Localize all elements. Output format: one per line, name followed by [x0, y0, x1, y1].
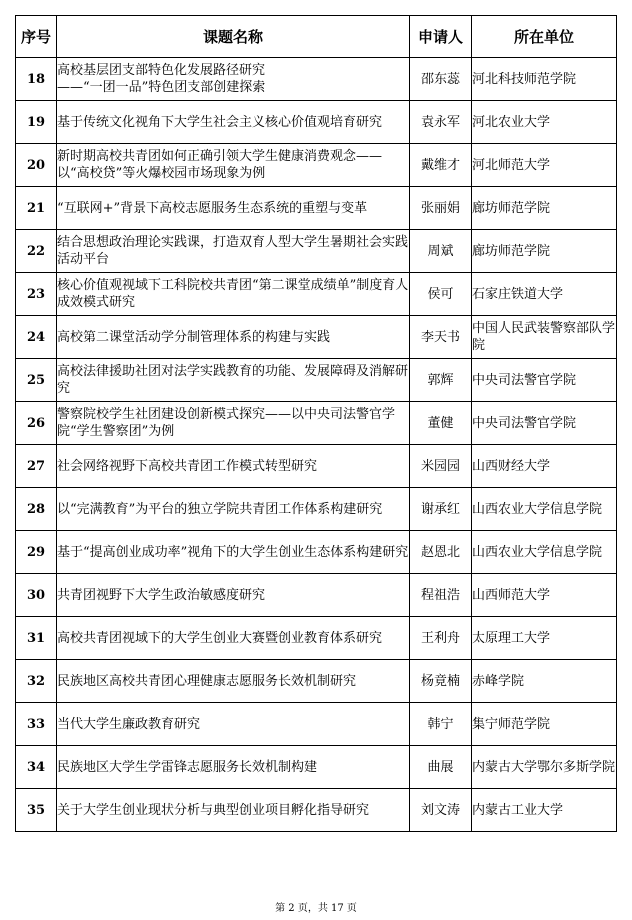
- table-row: [16, 660, 617, 703]
- applicant-name: 杨竟楠: [410, 660, 472, 703]
- row-number: 25: [16, 359, 57, 402]
- table-row: [16, 531, 617, 574]
- unit-name: 集宁师范学院: [472, 703, 617, 746]
- table-row: [16, 445, 617, 488]
- table-row: [16, 230, 617, 273]
- row-number: 19: [16, 101, 57, 144]
- applicant-name: 周斌: [410, 230, 472, 273]
- applicant-name: 刘文涛: [410, 789, 472, 832]
- project-title: 警察院校学生社团建设创新模式探究——以中央司法警官学院“学生警察团”为例: [57, 402, 410, 445]
- unit-name: 河北科技师范学院: [472, 58, 617, 101]
- table-row: [16, 789, 617, 832]
- header-applicant: 申请人: [410, 16, 472, 58]
- applicant-name: 曲展: [410, 746, 472, 789]
- project-title: 高校第二课堂活动学分制管理体系的构建与实践: [57, 316, 410, 359]
- project-title: 以“完满教育”为平台的独立学院共青团工作体系构建研究: [57, 488, 410, 531]
- table-row: [16, 101, 617, 144]
- unit-name: 赤峰学院: [472, 660, 617, 703]
- table-header-row: [16, 16, 617, 58]
- project-title: 新时期高校共青团如何正确引领大学生健康消费观念——以“高校贷”等火爆校园市场现象为例: [57, 144, 410, 187]
- unit-name: 河北农业大学: [472, 101, 617, 144]
- applicant-name: 张丽娟: [410, 187, 472, 230]
- unit-name: 廊坊师范学院: [472, 230, 617, 273]
- table-row: [16, 402, 617, 445]
- row-number: 29: [16, 531, 57, 574]
- page-footer: 第 2 页，共 17 页: [275, 903, 357, 914]
- table-body: [16, 58, 617, 832]
- row-number: 24: [16, 316, 57, 359]
- unit-name: 廊坊师范学院: [472, 187, 617, 230]
- table-row: [16, 488, 617, 531]
- applicant-name: 谢承红: [410, 488, 472, 531]
- row-number: 31: [16, 617, 57, 660]
- row-number: 23: [16, 273, 57, 316]
- table-row: [16, 746, 617, 789]
- project-title: 基于“提高创业成功率”视角下的大学生创业生态体系构建研究: [57, 531, 410, 574]
- project-title: 核心价值观视域下工科院校共青团“第二课堂成绩单”制度育人成效模式研究: [57, 273, 410, 316]
- applicant-name: 程祖浩: [410, 574, 472, 617]
- table-row: [16, 617, 617, 660]
- unit-name: 山西农业大学信息学院: [472, 488, 617, 531]
- applicant-name: 董健: [410, 402, 472, 445]
- applicant-name: 袁永军: [410, 101, 472, 144]
- row-number: 21: [16, 187, 57, 230]
- unit-name: 石家庄铁道大学: [472, 273, 617, 316]
- project-title: 高校基层团支部特色化发展路径研究 ——“一团一品”特色团支部创建探索: [57, 58, 410, 101]
- row-number: 28: [16, 488, 57, 531]
- project-title: 基于传统文化视角下大学生社会主义核心价值观培育研究: [57, 101, 410, 144]
- table-row: [16, 574, 617, 617]
- applicant-name: 郭辉: [410, 359, 472, 402]
- table-row: [16, 58, 617, 101]
- row-number: 27: [16, 445, 57, 488]
- project-title: 当代大学生廉政教育研究: [57, 703, 410, 746]
- unit-name: 太原理工大学: [472, 617, 617, 660]
- project-title: 共青团视野下大学生政治敏感度研究: [57, 574, 410, 617]
- project-title: 社会网络视野下高校共青团工作模式转型研究: [57, 445, 410, 488]
- row-number: 26: [16, 402, 57, 445]
- row-number: 18: [16, 58, 57, 101]
- table-row: [16, 273, 617, 316]
- table-row: [16, 187, 617, 230]
- project-title: 高校共青团视域下的大学生创业大赛暨创业教育体系研究: [57, 617, 410, 660]
- row-number: 33: [16, 703, 57, 746]
- applicant-name: 米园园: [410, 445, 472, 488]
- project-title: 民族地区大学生学雷锋志愿服务长效机制构建: [57, 746, 410, 789]
- project-title: 高校法律援助社团对法学实践教育的功能、发展障碍及消解研究: [57, 359, 410, 402]
- row-number: 35: [16, 789, 57, 832]
- project-title: 结合思想政治理论实践课，打造双育人型大学生暑期社会实践活动平台: [57, 230, 410, 273]
- row-number: 30: [16, 574, 57, 617]
- table-row: [16, 144, 617, 187]
- unit-name: 山西农业大学信息学院: [472, 531, 617, 574]
- row-number: 34: [16, 746, 57, 789]
- project-table: [15, 15, 617, 832]
- unit-name: 中央司法警官学院: [472, 359, 617, 402]
- project-title: “互联网+”背景下高校志愿服务生态系统的重塑与变革: [57, 187, 410, 230]
- unit-name: 内蒙古工业大学: [472, 789, 617, 832]
- project-title: 关于大学生创业现状分析与典型创业项目孵化指导研究: [57, 789, 410, 832]
- unit-name: 中国人民武装警察部队学院: [472, 316, 617, 359]
- unit-name: 山西财经大学: [472, 445, 617, 488]
- applicant-name: 邵东蕊: [410, 58, 472, 101]
- applicant-name: 侯可: [410, 273, 472, 316]
- row-number: 20: [16, 144, 57, 187]
- table-row: [16, 316, 617, 359]
- applicant-name: 李天书: [410, 316, 472, 359]
- applicant-name: 赵恩北: [410, 531, 472, 574]
- unit-name: 山西师范大学: [472, 574, 617, 617]
- header-no: 序号: [16, 16, 57, 58]
- table-row: [16, 359, 617, 402]
- project-title: 民族地区高校共青团心理健康志愿服务长效机制研究: [57, 660, 410, 703]
- unit-name: 中央司法警官学院: [472, 402, 617, 445]
- header-unit: 所在单位: [472, 16, 617, 58]
- row-number: 22: [16, 230, 57, 273]
- unit-name: 内蒙古大学鄂尔多斯学院: [472, 746, 617, 789]
- applicant-name: 王利舟: [410, 617, 472, 660]
- row-number: 32: [16, 660, 57, 703]
- applicant-name: 韩宁: [410, 703, 472, 746]
- applicant-name: 戴维才: [410, 144, 472, 187]
- table-row: [16, 703, 617, 746]
- unit-name: 河北师范大学: [472, 144, 617, 187]
- header-title: 课题名称: [57, 16, 410, 58]
